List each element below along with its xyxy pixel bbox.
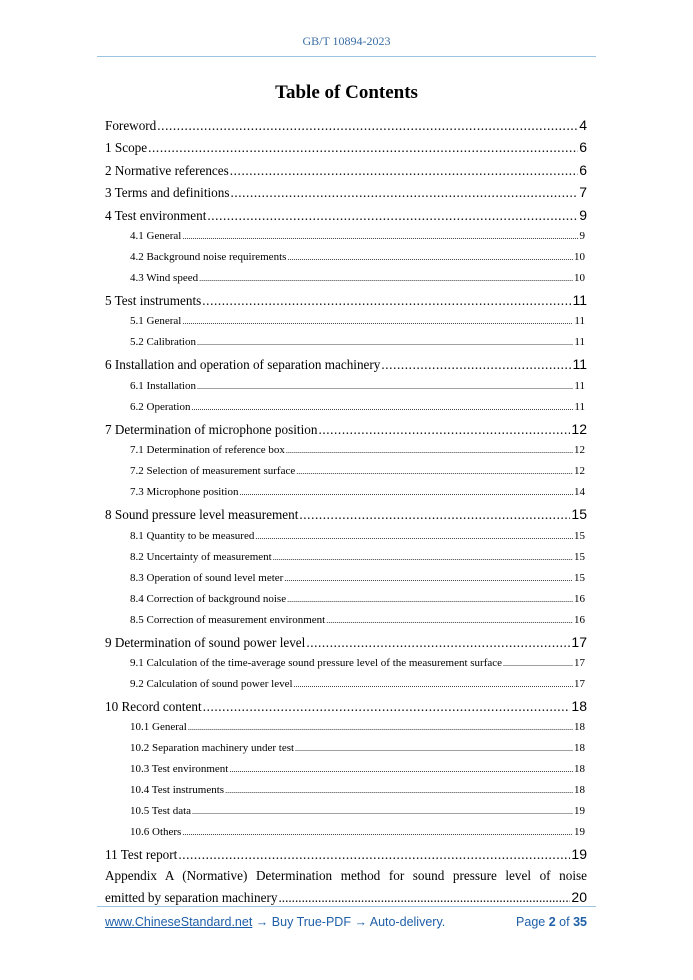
toc-leader-dots: [197, 376, 573, 397]
toc-page-number: 18: [574, 784, 585, 797]
arrow-right-icon: →: [354, 915, 367, 929]
toc-entry-subsection[interactable]: [105, 226, 587, 247]
toc-leader-dots: [203, 696, 571, 718]
appendix-title-line-1: Appendix A (Normative) Determination method for sound pressure level of noise: [105, 867, 587, 883]
toc-entry-label: 8.2 Uncertainty of measurement: [130, 550, 272, 563]
toc-entry-subsection[interactable]: [105, 482, 587, 503]
toc-page-number: 9: [579, 206, 587, 223]
toc-entry-label: 8.1 Quantity to be measured: [130, 529, 255, 542]
toc-leader-dots: [503, 653, 573, 674]
toc-leader-dots: [188, 717, 573, 738]
toc-page-number: 17: [574, 677, 585, 690]
toc-entry-label: 9 Determination of sound power level: [105, 634, 306, 650]
toc-page-number: 19: [571, 846, 587, 863]
toc-entry-subsection[interactable]: [105, 311, 587, 332]
toc-entries: [105, 114, 587, 866]
toc-entry-label: 10.6 Others: [130, 826, 182, 839]
toc-page-number: 20: [571, 888, 587, 905]
toc-page-number: 11: [574, 400, 585, 413]
toc-entry-label: 8.3 Operation of sound level meter: [130, 571, 284, 584]
footer: [105, 915, 587, 929]
toc-leader-dots: [296, 461, 573, 482]
toc-entry-subsection[interactable]: [105, 547, 587, 568]
toc-entry-subsection[interactable]: [105, 610, 587, 631]
toc-entry-label: 9.1 Calculation of the time-average sound pressure level of the measurement surface: [130, 656, 503, 669]
toc-leader-dots: [225, 780, 573, 801]
toc-entry-label: 10.5 Test data: [130, 805, 192, 818]
toc-page-number: 6: [579, 161, 587, 178]
toc-leader-dots: [230, 182, 578, 204]
total-pages-number: 35: [573, 915, 587, 929]
toc-entry-label: 5.2 Calibration: [130, 336, 196, 349]
toc-entry-label: 7.2 Selection of measurement surface: [130, 465, 296, 478]
toc-entry-label: Foreword: [105, 118, 157, 133]
appendix-title-line-2: emitted by separation machinery: [105, 889, 278, 905]
page-of-word: of: [559, 915, 570, 929]
toc-page-number: 9: [579, 229, 585, 242]
toc-leader-dots: [295, 738, 573, 759]
toc-entry-subsection[interactable]: [105, 526, 587, 547]
toc-entry-label: 10.1 General: [130, 721, 187, 734]
toc-page-number: 16: [574, 592, 585, 605]
toc-entry-label: 1 Scope: [105, 140, 148, 156]
toc-page-number: 15: [574, 571, 585, 584]
toc-entry-section[interactable]: [105, 353, 587, 375]
toc-entry-subsection[interactable]: [105, 332, 587, 353]
toc-entry-section[interactable]: [105, 114, 587, 136]
toc-entry-subsection[interactable]: [105, 568, 587, 589]
toc-entry-label: 10.4 Test instruments: [130, 784, 225, 797]
toc-entry-label: 6 Installation and operation of separation machinery: [105, 357, 381, 373]
toc-entry-section[interactable]: [105, 204, 587, 226]
toc-entry-subsection[interactable]: [105, 268, 587, 289]
toc-entry-label: 7.3 Microphone position: [130, 486, 239, 499]
toc-page-number: 11: [572, 356, 587, 373]
toc-leader-dots: [381, 354, 571, 376]
footer-divider: [97, 906, 596, 907]
toc-entry-section[interactable]: [105, 159, 587, 181]
toc-leader-dots: [255, 526, 573, 547]
toc-entry-label: 7 Determination of microphone position: [105, 421, 318, 437]
toc-page-number: 18: [574, 721, 585, 734]
toc-entry-subsection[interactable]: [105, 822, 587, 843]
toc-entry-subsection[interactable]: [105, 440, 587, 461]
toc-entry-section[interactable]: [105, 631, 587, 653]
toc-leader-dots: [230, 160, 578, 182]
toc-leader-dots: [287, 589, 573, 610]
toc-entry-label: 5 Test instruments: [105, 292, 202, 308]
toc-page-number: 7: [579, 184, 587, 201]
toc-page-number: 17: [574, 656, 585, 669]
toc-entry-subsection[interactable]: [105, 801, 587, 822]
current-page-number: 2: [548, 915, 556, 929]
toc-entry-section[interactable]: [105, 136, 587, 158]
toc-page-number: 10: [574, 271, 585, 284]
toc-leader-dots: [202, 290, 571, 312]
toc-page-number: 18: [574, 763, 585, 776]
toc-leader-dots: [318, 419, 570, 441]
toc-entry-label: 4 Test environment: [105, 207, 207, 223]
toc-leader-dots: [294, 674, 573, 695]
toc-entry-subsection[interactable]: [105, 674, 587, 695]
toc-page-number: 6: [579, 139, 587, 156]
toc-leader-dots: [284, 568, 573, 589]
auto-delivery-text: Auto-delivery.: [369, 915, 446, 929]
toc-entry-appendix-a[interactable]: [105, 866, 587, 908]
toc-entry-label: 6.2 Operation: [130, 400, 191, 413]
header-standard-code: GB/T 10894-2023: [302, 34, 391, 48]
toc-leader-dots: [157, 115, 578, 137]
toc-leader-dots: [182, 311, 573, 332]
toc-leader-dots: [229, 759, 573, 780]
toc-page-number: 15: [571, 506, 587, 523]
toc-leader-dots: [182, 226, 578, 247]
site-link[interactable]: www.ChineseStandard.net: [105, 915, 253, 929]
toc-page-number: 12: [574, 444, 585, 457]
toc-leader-dots: [192, 801, 573, 822]
toc-entry-section[interactable]: [105, 289, 587, 311]
toc-entry-label: 4.3 Wind speed: [130, 271, 199, 284]
header-divider: [97, 56, 596, 57]
toc-page-number: 11: [572, 291, 587, 308]
footer-promo: [105, 915, 445, 929]
toc-entry-label: 8 Sound pressure level measurement: [105, 507, 299, 523]
toc-entry-section[interactable]: [105, 843, 587, 865]
toc-page-number: 12: [571, 420, 587, 437]
toc-entry-subsection[interactable]: [105, 589, 587, 610]
arrow-right-icon: →: [255, 915, 269, 929]
buy-pdf-text: Buy True-PDF: [271, 915, 351, 929]
toc-leader-dots: [191, 397, 573, 418]
toc-page-number: 4: [579, 117, 587, 133]
toc-page-number: 16: [574, 613, 585, 626]
toc-entry-subsection[interactable]: [105, 247, 587, 268]
toc-entry-label: 11 Test report: [105, 847, 178, 863]
toc-entry-label: 8.5 Correction of measurement environment: [130, 613, 326, 626]
toc-page-number: 14: [574, 486, 585, 499]
toc-leader-dots: [273, 547, 573, 568]
toc-entry-subsection[interactable]: [105, 397, 587, 418]
toc-page-number: 15: [574, 550, 585, 563]
toc-page-number: 12: [574, 465, 585, 478]
toc-entry-subsection[interactable]: [105, 780, 587, 801]
toc-entry-label: 5.1 General: [130, 315, 182, 328]
toc-entry-label: 6.1 Installation: [130, 379, 196, 392]
toc-entry-label: 8.4 Correction of background noise: [130, 592, 287, 605]
page-word: Page: [516, 915, 546, 929]
toc-entry-label: 3 Terms and definitions: [105, 185, 230, 201]
toc-leader-dots: [287, 247, 573, 268]
toc-page-number: 19: [574, 805, 585, 818]
toc-entry-label: 10.3 Test environment: [130, 763, 229, 776]
toc-entry-label: 10.2 Separation machinery under test: [130, 742, 295, 755]
toc-leader-dots: [306, 632, 570, 654]
toc-leader-dots: [197, 332, 573, 353]
toc-entry-label: 10 Record content: [105, 698, 202, 714]
toc-leader-dots: [207, 205, 578, 227]
page-title: Table of Contents: [275, 82, 418, 103]
toc-page-number: 17: [571, 633, 587, 650]
toc-page-number: 18: [571, 697, 587, 714]
toc-leader-dots: [286, 440, 573, 461]
table-of-contents: [105, 114, 587, 908]
toc-leader-dots: [148, 137, 578, 159]
toc-leader-dots: [199, 268, 573, 289]
page-indicator: [516, 915, 587, 929]
toc-entry-section[interactable]: [105, 503, 587, 525]
toc-entry-subsection[interactable]: [105, 738, 587, 759]
toc-leader-dots: [299, 504, 570, 526]
toc-page-number: 19: [574, 826, 585, 839]
toc-entry-label: 4.2 Background noise requirements: [130, 250, 287, 263]
toc-page-number: 18: [574, 742, 585, 755]
toc-entry-subsection[interactable]: [105, 376, 587, 397]
toc-entry-label: 9.2 Calculation of sound power level: [130, 677, 293, 690]
toc-page-number: 11: [574, 336, 585, 349]
toc-entry-label: 7.1 Determination of reference box: [130, 444, 285, 457]
toc-entry-label: 2 Normative references: [105, 162, 229, 178]
toc-entry-subsection[interactable]: [105, 759, 587, 780]
toc-leader-dots: [326, 610, 573, 631]
toc-entry-section[interactable]: [105, 695, 587, 717]
toc-entry-label: 4.1 General: [130, 229, 182, 242]
toc-leader-dots: [182, 822, 573, 843]
toc-page-number: 15: [574, 529, 585, 542]
toc-entry-subsection[interactable]: [105, 461, 587, 482]
toc-leader-dots: [239, 482, 573, 503]
toc-entry-section[interactable]: [105, 181, 587, 203]
toc-entry-subsection[interactable]: [105, 653, 587, 674]
toc-page-number: 10: [574, 250, 585, 263]
toc-entry-subsection[interactable]: [105, 717, 587, 738]
toc-page-number: 11: [574, 315, 585, 328]
toc-leader-dots: [178, 844, 570, 866]
toc-entry-section[interactable]: [105, 418, 587, 440]
toc-page-number: 11: [574, 379, 585, 392]
